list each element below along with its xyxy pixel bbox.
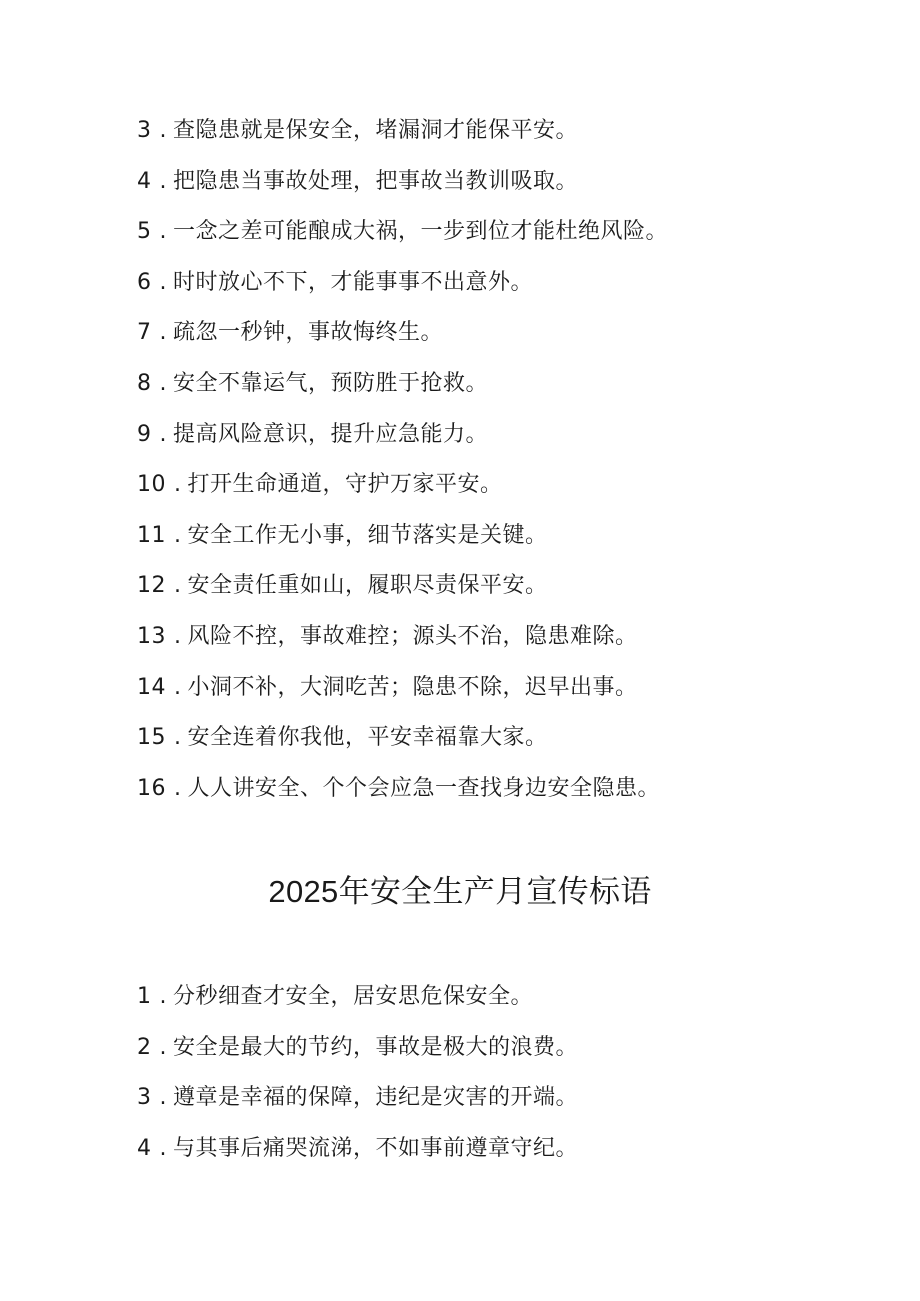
item-text: 查隐患就是保安全，堵漏洞才能保平安。 bbox=[173, 118, 579, 143]
item-separator: . bbox=[159, 421, 167, 447]
item-text: 打开生命通道，守护万家平安。 bbox=[187, 472, 503, 498]
item-text: 与其事后痛哭流涕，不如事前遵章守纪。 bbox=[173, 1135, 579, 1161]
item-text: 风险不控，事故难控；源头不治，隐患难除。 bbox=[187, 623, 638, 649]
item-text: 安全不靠运气，预防胜于抢救。 bbox=[173, 370, 489, 396]
list-item bbox=[137, 264, 668, 315]
item-separator: . bbox=[174, 623, 182, 649]
item-text: 遵章是幸福的保障，违纪是灾害的开端。 bbox=[173, 1085, 579, 1111]
section-title: 2025年安全生产月宣传标语 bbox=[268, 874, 652, 909]
item-number: 1 bbox=[137, 984, 152, 1009]
item-separator: . bbox=[174, 775, 182, 801]
list-item bbox=[137, 213, 668, 264]
item-separator: . bbox=[159, 320, 167, 346]
item-number: 9 bbox=[137, 421, 152, 447]
list-item bbox=[137, 719, 668, 770]
list-item bbox=[137, 314, 668, 365]
item-separator: . bbox=[174, 573, 182, 599]
item-number: 14 bbox=[137, 674, 166, 700]
list-item bbox=[137, 669, 668, 720]
item-separator: . bbox=[159, 370, 167, 396]
item-separator: . bbox=[159, 1135, 167, 1161]
item-text: 安全连着你我他，平安幸福靠大家。 bbox=[187, 725, 548, 751]
item-separator: . bbox=[174, 522, 182, 548]
list-item bbox=[137, 112, 668, 163]
item-text: 把隐患当事故处理，把事故当教训吸取。 bbox=[173, 168, 579, 194]
item-number: 3 bbox=[137, 1085, 152, 1111]
list-item bbox=[137, 618, 668, 669]
item-separator: . bbox=[159, 984, 167, 1009]
item-number: 15 bbox=[137, 725, 166, 751]
item-number: 7 bbox=[137, 320, 152, 346]
item-number: 11 bbox=[137, 522, 166, 548]
item-separator: . bbox=[174, 674, 182, 700]
item-text: 安全是最大的节约，事故是极大的浪费。 bbox=[173, 1034, 579, 1060]
list-item bbox=[137, 1079, 578, 1130]
list-item bbox=[137, 466, 668, 517]
list-item bbox=[137, 978, 578, 1029]
item-text: 一念之差可能酿成大祸，一步到位才能杜绝风险。 bbox=[173, 219, 669, 245]
item-number: 12 bbox=[137, 573, 166, 599]
item-separator: . bbox=[159, 1085, 167, 1111]
list-item bbox=[137, 770, 668, 821]
item-separator: . bbox=[174, 472, 182, 498]
item-text: 安全工作无小事，细节落实是关键。 bbox=[187, 522, 548, 548]
list-item bbox=[137, 567, 668, 618]
slogan-list bbox=[137, 978, 578, 1180]
item-text: 小洞不补，大洞吃苦；隐患不除，迟早出事。 bbox=[187, 674, 638, 700]
item-number: 16 bbox=[137, 775, 166, 801]
list-item bbox=[137, 517, 668, 568]
item-text: 提高风险意识，提升应急能力。 bbox=[173, 421, 489, 447]
item-text: 安全责任重如山，履职尽责保平安。 bbox=[187, 573, 548, 599]
item-number: 4 bbox=[137, 1135, 152, 1161]
item-number: 8 bbox=[137, 370, 152, 396]
item-number: 6 bbox=[137, 269, 152, 295]
item-separator: . bbox=[159, 118, 167, 143]
item-number: 3 bbox=[137, 118, 152, 143]
item-number: 4 bbox=[137, 168, 152, 194]
item-text: 时时放心不下，才能事事不出意外。 bbox=[173, 269, 534, 295]
item-number: 2 bbox=[137, 1034, 152, 1060]
item-separator: . bbox=[159, 269, 167, 295]
item-separator: . bbox=[159, 219, 167, 245]
item-text: 疏忽一秒钟，事故悔终生。 bbox=[173, 320, 444, 346]
item-number: 5 bbox=[137, 219, 152, 245]
item-separator: . bbox=[159, 168, 167, 194]
item-text: 分秒细查才安全，居安思危保安全。 bbox=[173, 984, 534, 1009]
item-number: 10 bbox=[137, 472, 166, 498]
list-item bbox=[137, 1130, 578, 1181]
item-number: 13 bbox=[137, 623, 166, 649]
list-item bbox=[137, 1029, 578, 1080]
item-separator: . bbox=[159, 1034, 167, 1060]
slogan-list-continued bbox=[137, 112, 668, 820]
list-item bbox=[137, 365, 668, 416]
list-item bbox=[137, 416, 668, 467]
item-separator: . bbox=[174, 725, 182, 751]
item-text: 人人讲安全、个个会应急一查找身边安全隐患。 bbox=[187, 775, 661, 801]
list-item bbox=[137, 163, 668, 214]
